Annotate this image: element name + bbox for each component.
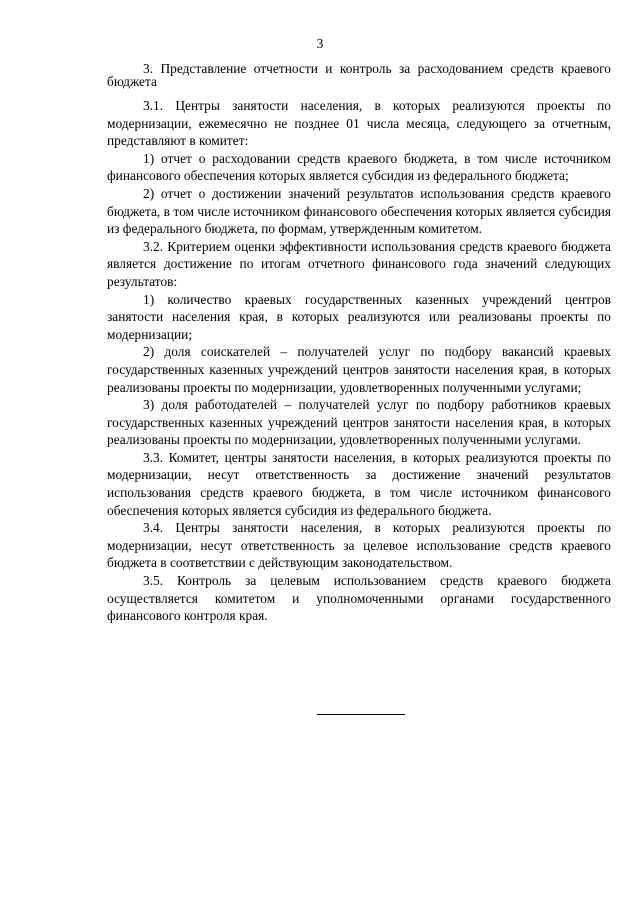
list-item-jobseekers-share: 2) доля соискателей – получателей услуг по подбору вакансий краевых государственных казенных учреждений центров занятости населения края, в которых реализованы проекты по модернизации, удовлетворенных полученными услугами;	[107, 344, 611, 395]
section-heading: 3. Представление отчетности и контроль за расходованием средств краевого бюджета	[107, 61, 611, 89]
list-item-employers-share: 3) доля работодателей – получателей услуг по подбору работников краевых государственных казенных учреждений центров занятости населения края, в которых реализованы проекты по модернизации, удовлетворенных полученными услугами.	[107, 397, 611, 448]
list-item-institutions-count: 1) количество краевых государственных казенных учреждений центров занятости населения края, в которых реализуются или реализованы проекты по модернизации;	[107, 291, 611, 342]
list-item-report-expenditure: 1) отчет о расходовании средств краевого бюджета, в том числе источником финансового обеспечения которых является субсидия из федерального бюджета;	[107, 150, 611, 184]
paragraph-3-5: 3.5. Контроль за целевым использованием средств краевого бюджета осуществляется комитетом и уполномоченными органами государственного финансового контроля края.	[107, 573, 611, 624]
document-body	[107, 62, 611, 625]
paragraph-3-1: 3.1. Центры занятости населения, в которых реализуются проекты по модернизации, ежемесячно не позднее 01 числа месяца, следующего за отчетным, представляют в комитет:	[107, 98, 611, 149]
paragraph-3-4: 3.4. Центры занятости населения, в которых реализуются проекты по модернизации, несут ответственность за целевое использование средств краевого бюджета в соответствии с действующим законодательством.	[107, 520, 611, 571]
end-divider	[317, 714, 405, 715]
paragraph-3-2: 3.2. Критерием оценки эффективности использования средств краевого бюджета является достижение по итогам отчетного финансового года значений следующих результатов:	[107, 238, 611, 289]
list-item-report-results: 2) отчет о достижении значений результатов использования средств краевого бюджета, в том числе источником финансового обеспечения которых является субсидия из федерального бюджета, по формам, утвержденным комитетом.	[107, 185, 611, 237]
paragraph-3-3: 3.3. Комитет, центры занятости населения, в которых реализуются проекты по модернизации, несут ответственность за достижение значений результатов использования средств краевого бюджета, в том числе источником финансового обеспечения которых является субсидия из федерального бюджета.	[107, 449, 611, 518]
page-number: 3	[316, 36, 324, 51]
